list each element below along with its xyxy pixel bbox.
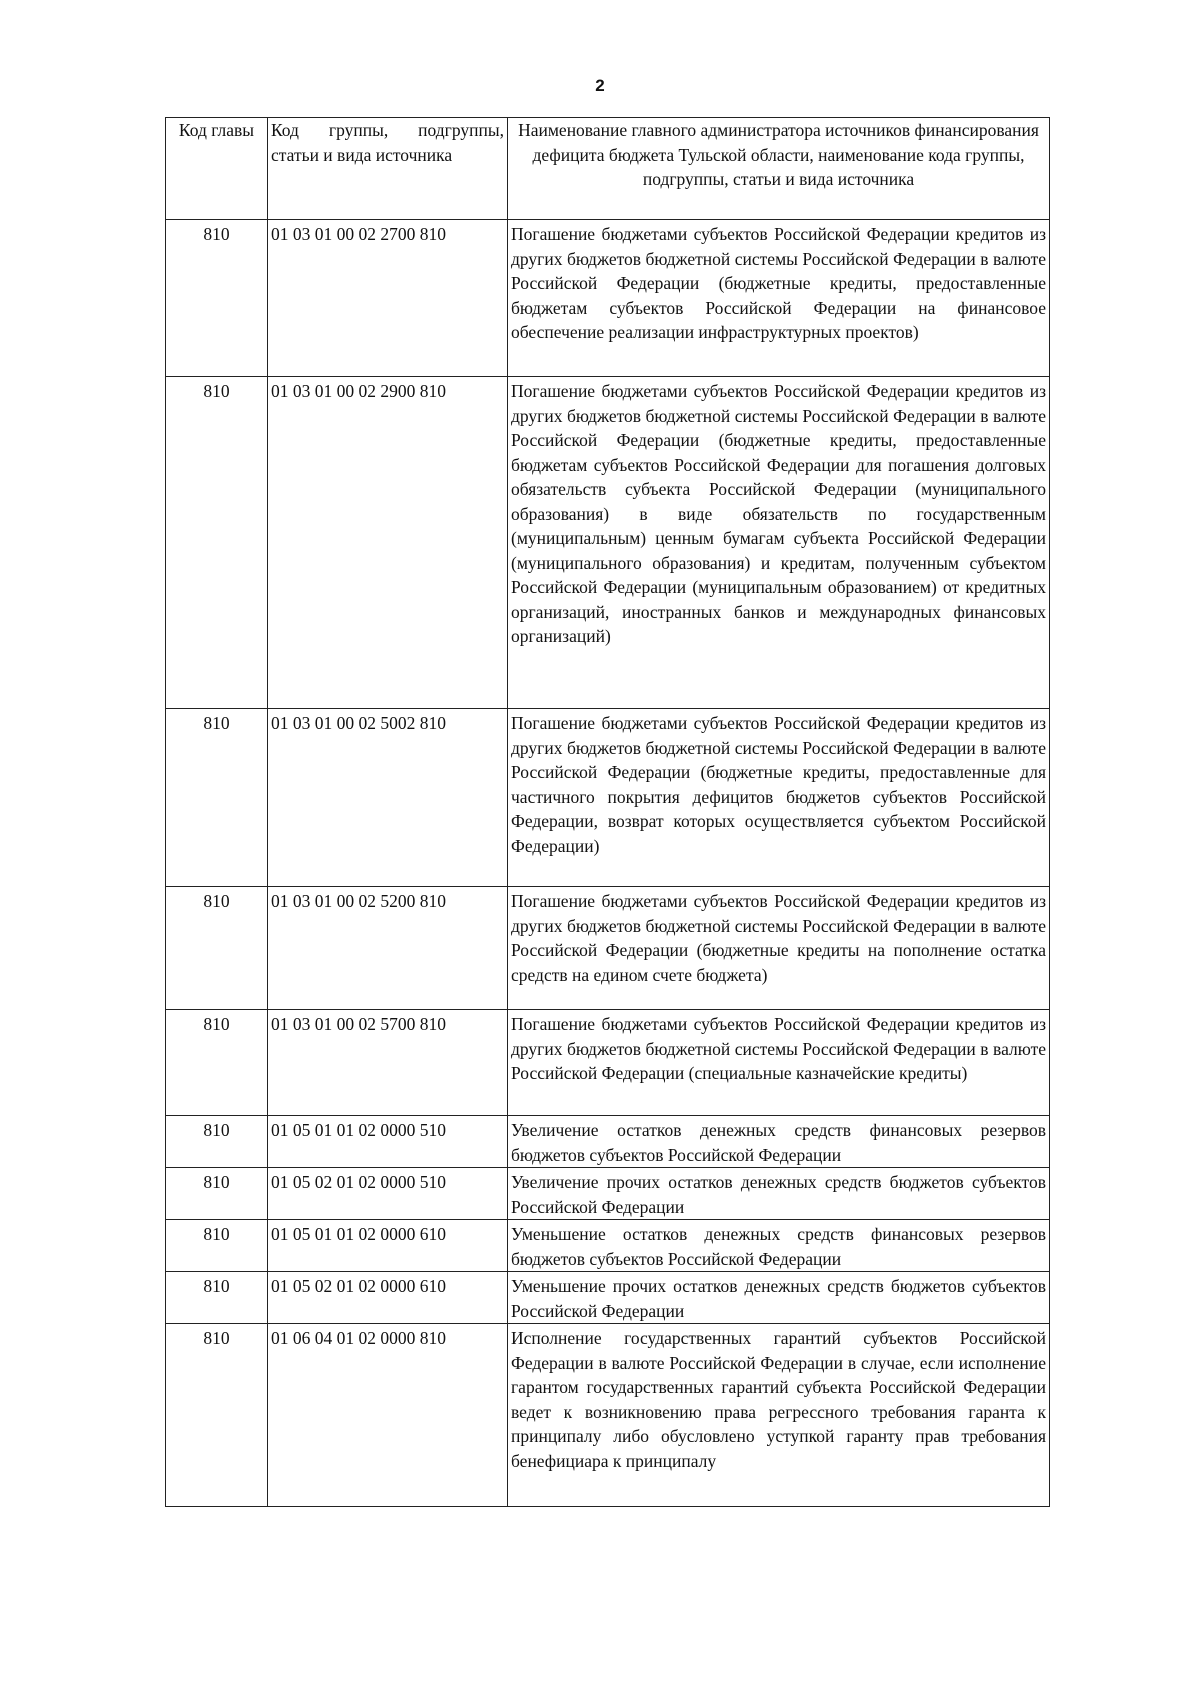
source-name-cell: Погашение бюджетами субъектов Российской Федерации кредитов из других бюджетов бюджетной системы Российской Федерации в валюте Российской Федерации (бюджетные кредиты, предоставленные бюджетам субъектов Российской Федерации для погашения долговых обязательств субъекта Российской Федерации (муниципального образования) в виде обязательств по государственным (муниципальным) ценным бумагам субъекта Российской Федерации (муниципального образования) и кредитам, полученным субъектом Российской Федерации (муниципальным образованием) от кредитных организаций, иностранных банков и международных финансовых организаций) — [508, 377, 1050, 709]
table-row — [166, 377, 1050, 709]
chapter-code-cell: 810 — [166, 220, 268, 377]
table-row — [166, 887, 1050, 1010]
chapter-code-cell: 810 — [166, 887, 268, 1010]
source-name-cell: Погашение бюджетами субъектов Российской Федерации кредитов из других бюджетов бюджетной системы Российской Федерации в валюте Российской Федерации (бюджетные кредиты, предоставленные для частичного покрытия дефицитов бюджетов субъектов Российской Федерации, возврат которых осуществляется субъектом Российской Федерации) — [508, 709, 1050, 887]
chapter-code-cell: 810 — [166, 1324, 268, 1507]
source-code-cell: 01 06 04 01 02 0000 810 — [268, 1324, 508, 1507]
source-code-cell: 01 05 02 01 02 0000 510 — [268, 1168, 508, 1220]
source-name-cell: Уменьшение остатков денежных средств финансовых резервов бюджетов субъектов Российской Федерации — [508, 1220, 1050, 1272]
source-code-cell: 01 03 01 00 02 5002 810 — [268, 709, 508, 887]
source-code-cell: 01 03 01 00 02 2900 810 — [268, 377, 508, 709]
table-header-row — [166, 118, 1050, 220]
chapter-code-cell: 810 — [166, 377, 268, 709]
source-name-cell: Погашение бюджетами субъектов Российской Федерации кредитов из других бюджетов бюджетной системы Российской Федерации в валюте Российской Федерации (бюджетные кредиты, предоставленные бюджетам субъектов Российской Федерации на финансовое обеспечение реализации инфраструктурных проектов) — [508, 220, 1050, 377]
source-name-cell: Исполнение государственных гарантий субъектов Российской Федерации в валюте Российской Федерации в случае, если исполнение гарантом государственных гарантий субъекта Российской Федерации ведет к возникновению права регрессного требования гаранта к принципалу либо обусловлено уступкой гаранту прав требования бенефициара к принципалу — [508, 1324, 1050, 1507]
table-row — [166, 1220, 1050, 1272]
source-code-cell: 01 05 01 01 02 0000 610 — [268, 1220, 508, 1272]
source-code-cell: 01 03 01 00 02 5200 810 — [268, 887, 508, 1010]
chapter-code-cell: 810 — [166, 1010, 268, 1116]
chapter-code-cell: 810 — [166, 709, 268, 887]
header-name: Наименование главного администратора источников финансирования дефицита бюджета Тульской области, наименование кода группы, подгруппы, статьи и вида источника — [508, 118, 1050, 220]
header-group-code: Код группы, подгруппы, статьи и вида источника — [268, 118, 508, 220]
chapter-code-cell: 810 — [166, 1220, 268, 1272]
chapter-code-cell: 810 — [166, 1168, 268, 1220]
source-name-cell: Уменьшение прочих остатков денежных средств бюджетов субъектов Российской Федерации — [508, 1272, 1050, 1324]
source-code-cell: 01 03 01 00 02 5700 810 — [268, 1010, 508, 1116]
table-row — [166, 1116, 1050, 1168]
source-name-cell: Погашение бюджетами субъектов Российской Федерации кредитов из других бюджетов бюджетной системы Российской Федерации в валюте Российской Федерации (специальные казначейские кредиты) — [508, 1010, 1050, 1116]
page-number: 2 — [595, 76, 605, 95]
source-name-cell: Увеличение остатков денежных средств финансовых резервов бюджетов субъектов Российской Федерации — [508, 1116, 1050, 1168]
table-row — [166, 1272, 1050, 1324]
source-code-cell: 01 05 02 01 02 0000 610 — [268, 1272, 508, 1324]
source-name-cell: Погашение бюджетами субъектов Российской Федерации кредитов из других бюджетов бюджетной системы Российской Федерации в валюте Российской Федерации (бюджетные кредиты на пополнение остатка средств на едином счете бюджета) — [508, 887, 1050, 1010]
table-row — [166, 1168, 1050, 1220]
chapter-code-cell: 810 — [166, 1272, 268, 1324]
sources-table — [165, 117, 1050, 1507]
source-code-cell: 01 03 01 00 02 2700 810 — [268, 220, 508, 377]
table-row — [166, 220, 1050, 377]
table-row — [166, 1324, 1050, 1507]
table-row — [166, 709, 1050, 887]
header-chapter-code: Код главы — [166, 118, 268, 220]
source-name-cell: Увеличение прочих остатков денежных средств бюджетов субъектов Российской Федерации — [508, 1168, 1050, 1220]
chapter-code-cell: 810 — [166, 1116, 268, 1168]
source-code-cell: 01 05 01 01 02 0000 510 — [268, 1116, 508, 1168]
table-row — [166, 1010, 1050, 1116]
